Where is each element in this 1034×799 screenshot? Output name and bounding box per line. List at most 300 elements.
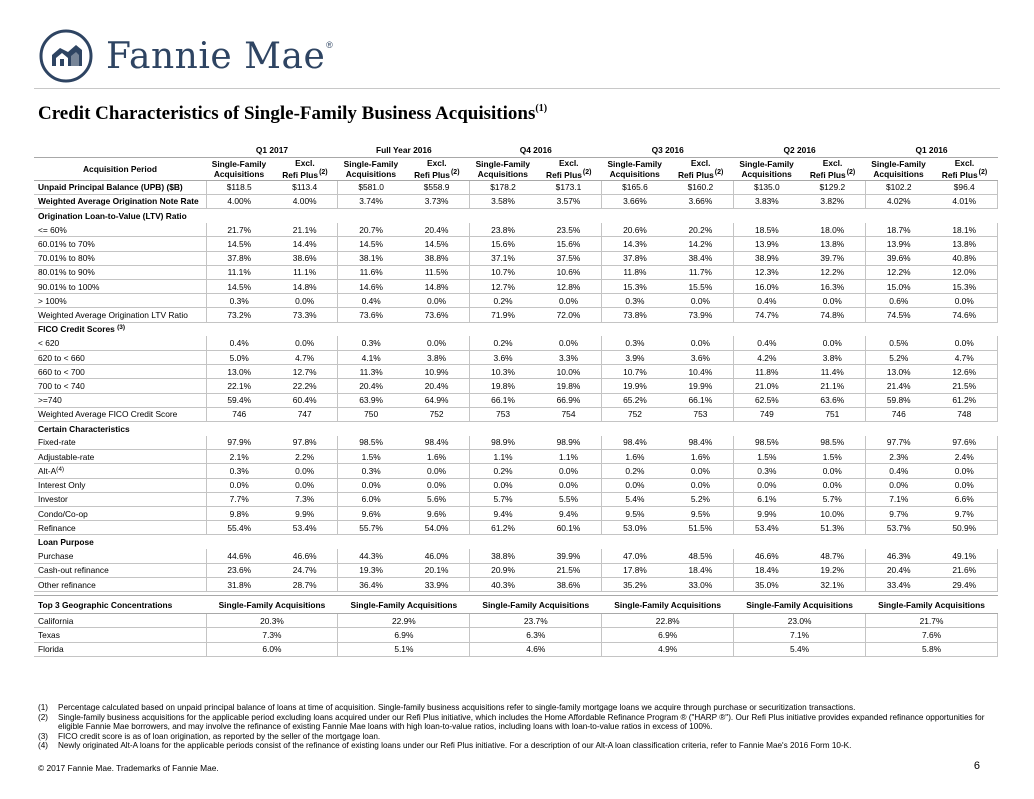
- table-row: [34, 336, 998, 350]
- col-b-line1: Excl.: [690, 157, 711, 168]
- value-cell: 19.8%: [470, 379, 536, 393]
- row-label: [34, 521, 206, 535]
- value-cell: 38.6%: [536, 577, 602, 591]
- value-cell: 54.0%: [404, 521, 470, 535]
- value-cell: 63.6%: [800, 393, 866, 407]
- value-cell: 72.0%: [536, 308, 602, 322]
- value-cell: 0.0%: [931, 478, 997, 492]
- value-cell: 9.7%: [866, 507, 932, 521]
- value-cell: 746: [206, 407, 272, 421]
- value-cell: 754: [536, 407, 602, 421]
- single-family-acquisitions-header: [206, 157, 272, 180]
- value-cell: 4.1%: [338, 350, 404, 364]
- row-label-text: 700 to < 740: [38, 380, 85, 391]
- row-label-text: <= 60%: [38, 224, 67, 235]
- value-cell: 3.82%: [800, 194, 866, 208]
- row-label: [34, 407, 206, 421]
- value-cell: 12.8%: [536, 280, 602, 294]
- value-cell: 66.1%: [668, 393, 734, 407]
- value-cell: 14.8%: [404, 280, 470, 294]
- value-cell: 19.8%: [536, 379, 602, 393]
- footnote: [38, 703, 998, 713]
- value-cell: 16.0%: [734, 280, 800, 294]
- row-label: [34, 549, 206, 563]
- col-b-line2: Refi Plus: [941, 169, 978, 180]
- value-cell: 2.2%: [272, 450, 338, 464]
- value-cell: 24.7%: [272, 563, 338, 577]
- geo-value-cell: 5.8%: [866, 642, 998, 656]
- geo-column-header: Single-Family Acquisitions: [866, 596, 998, 614]
- value-cell: 62.5%: [734, 393, 800, 407]
- value-cell: 19.9%: [602, 379, 668, 393]
- value-cell: $113.4: [272, 180, 338, 194]
- value-cell: $129.2: [800, 180, 866, 194]
- value-cell: 44.6%: [206, 549, 272, 563]
- value-cell: 0.0%: [272, 464, 338, 478]
- value-cell: 11.1%: [272, 265, 338, 279]
- value-cell: $165.6: [602, 180, 668, 194]
- value-cell: 13.9%: [866, 237, 932, 251]
- value-cell: 1.6%: [602, 450, 668, 464]
- table-row: [34, 280, 998, 294]
- geo-value-cell: 6.3%: [470, 628, 602, 642]
- value-cell: 98.5%: [734, 436, 800, 450]
- value-cell: 59.8%: [866, 393, 932, 407]
- value-cell: 5.2%: [668, 492, 734, 506]
- value-cell: 9.5%: [602, 507, 668, 521]
- value-cell: 14.5%: [338, 237, 404, 251]
- value-cell: 4.00%: [206, 194, 272, 208]
- row-label-text: < 620: [38, 338, 60, 349]
- value-cell: 0.3%: [338, 464, 404, 478]
- value-cell: 18.0%: [800, 223, 866, 237]
- row-label: [34, 280, 206, 294]
- geo-value-cell: 6.9%: [338, 628, 470, 642]
- section-header-row: [34, 535, 998, 549]
- section-title: [34, 209, 998, 223]
- row-label-text: >=740: [38, 395, 62, 406]
- value-cell: 98.4%: [404, 436, 470, 450]
- col-a-label: Single-Family Acquisitions: [871, 158, 926, 179]
- value-cell: 11.4%: [800, 365, 866, 379]
- value-cell: 5.6%: [404, 492, 470, 506]
- table-row: [34, 478, 998, 492]
- col-a-label: Single-Family Acquisitions: [211, 158, 267, 179]
- value-cell: 21.5%: [931, 379, 997, 393]
- section-title-text: Loan Purpose: [38, 537, 94, 548]
- footnote-text: Percentage calculated based on unpaid principal balance of loans at time of acquisition. Single-family business acquisitions refer to single-family mortgage loans we acquire through purchase or securitization transactions.: [58, 703, 856, 712]
- value-cell: 5.4%: [602, 492, 668, 506]
- value-cell: 31.8%: [206, 577, 272, 591]
- brand-name: Fannie Mae ®: [106, 35, 334, 77]
- value-cell: 20.9%: [470, 563, 536, 577]
- col-b-sup: (2): [319, 168, 328, 176]
- value-cell: 74.7%: [734, 308, 800, 322]
- value-cell: 3.66%: [602, 194, 668, 208]
- period-header: Q1 2016: [866, 143, 998, 157]
- value-cell: 14.6%: [338, 280, 404, 294]
- value-cell: 20.1%: [404, 563, 470, 577]
- section-title: [34, 535, 998, 549]
- value-cell: 32.1%: [800, 577, 866, 591]
- value-cell: 7.3%: [272, 492, 338, 506]
- section-title-text: FICO Credit Scores: [38, 324, 115, 335]
- value-cell: 15.3%: [602, 280, 668, 294]
- value-cell: 49.1%: [931, 549, 997, 563]
- row-label: [34, 194, 206, 208]
- header-divider: [34, 88, 1000, 89]
- value-cell: 14.5%: [404, 237, 470, 251]
- value-cell: 750: [338, 407, 404, 421]
- acquisition-period-label: Acquisition Period: [34, 157, 206, 180]
- value-cell: 15.3%: [931, 280, 997, 294]
- value-cell: 0.0%: [536, 478, 602, 492]
- row-label-text: Cash-out refinance: [38, 565, 109, 576]
- value-cell: 12.2%: [866, 265, 932, 279]
- value-cell: 73.8%: [602, 308, 668, 322]
- value-cell: 21.0%: [734, 379, 800, 393]
- value-cell: 4.7%: [931, 350, 997, 364]
- value-cell: 15.6%: [470, 237, 536, 251]
- value-cell: 74.5%: [866, 308, 932, 322]
- value-cell: 10.0%: [800, 507, 866, 521]
- value-cell: 0.0%: [931, 294, 997, 308]
- value-cell: 10.7%: [602, 365, 668, 379]
- value-cell: 6.6%: [931, 492, 997, 506]
- value-cell: 11.6%: [338, 265, 404, 279]
- value-cell: 14.4%: [272, 237, 338, 251]
- value-cell: 4.01%: [931, 194, 997, 208]
- col-a-label: Single-Family Acquisitions: [739, 158, 794, 179]
- value-cell: 21.6%: [931, 563, 997, 577]
- value-cell: $178.2: [470, 180, 536, 194]
- value-cell: 1.6%: [404, 450, 470, 464]
- value-cell: 0.0%: [272, 336, 338, 350]
- table-row: [34, 194, 998, 208]
- value-cell: 4.7%: [272, 350, 338, 364]
- value-cell: 5.0%: [206, 350, 272, 364]
- value-cell: 46.6%: [272, 549, 338, 563]
- value-cell: 3.74%: [338, 194, 404, 208]
- value-cell: 5.7%: [470, 492, 536, 506]
- value-cell: 65.2%: [602, 393, 668, 407]
- row-label-text: Interest Only: [38, 480, 86, 491]
- value-cell: 4.00%: [272, 194, 338, 208]
- value-cell: 9.4%: [470, 507, 536, 521]
- value-cell: 98.5%: [338, 436, 404, 450]
- value-cell: 1.5%: [338, 450, 404, 464]
- table-row: [34, 450, 998, 464]
- value-cell: 51.3%: [800, 521, 866, 535]
- row-label-text: Weighted Average FICO Credit Score: [38, 409, 178, 420]
- geo-value-cell: 7.3%: [206, 628, 338, 642]
- value-cell: 23.8%: [470, 223, 536, 237]
- value-cell: 0.3%: [338, 336, 404, 350]
- value-cell: 19.9%: [668, 379, 734, 393]
- value-cell: 20.4%: [404, 223, 470, 237]
- value-cell: 98.4%: [602, 436, 668, 450]
- row-label-text: Weighted Average Origination LTV Ratio: [38, 309, 188, 320]
- table-row: [34, 251, 998, 265]
- value-cell: 97.6%: [931, 436, 997, 450]
- value-cell: 21.1%: [800, 379, 866, 393]
- value-cell: 66.9%: [536, 393, 602, 407]
- footnote-number: (1): [38, 703, 49, 712]
- value-cell: 61.2%: [470, 521, 536, 535]
- value-cell: 2.3%: [866, 450, 932, 464]
- row-label-text: Fixed-rate: [38, 437, 76, 448]
- row-label: [34, 350, 206, 364]
- value-cell: 46.0%: [404, 549, 470, 563]
- table-row: [34, 464, 998, 478]
- value-cell: 13.0%: [866, 365, 932, 379]
- col-b-sup: (2): [714, 168, 724, 176]
- table-row: [34, 180, 998, 194]
- value-cell: 73.3%: [272, 308, 338, 322]
- value-cell: 0.3%: [206, 464, 272, 478]
- single-family-acquisitions-header: [338, 157, 404, 180]
- value-cell: 0.0%: [668, 478, 734, 492]
- table-row: [34, 549, 998, 563]
- value-cell: 21.7%: [206, 223, 272, 237]
- value-cell: 98.9%: [536, 436, 602, 450]
- footnote-number: (4): [38, 741, 49, 751]
- value-cell: 10.0%: [536, 365, 602, 379]
- row-label-text: 620 to < 660: [38, 352, 85, 363]
- value-cell: 59.4%: [206, 393, 272, 407]
- value-cell: 12.3%: [734, 265, 800, 279]
- table-row: [34, 265, 998, 279]
- value-cell: 64.9%: [404, 393, 470, 407]
- value-cell: 0.0%: [470, 478, 536, 492]
- row-label-text: > 100%: [38, 295, 67, 306]
- value-cell: 13.9%: [734, 237, 800, 251]
- value-cell: 0.0%: [404, 464, 470, 478]
- section-title-sup: (3): [117, 324, 126, 332]
- value-cell: 21.5%: [536, 563, 602, 577]
- table-row: [34, 521, 998, 535]
- value-cell: 61.2%: [931, 393, 997, 407]
- row-label-text: 90.01% to 100%: [38, 281, 100, 292]
- value-cell: 0.0%: [800, 478, 866, 492]
- value-cell: 12.7%: [272, 365, 338, 379]
- row-label-text: 70.01% to 80%: [38, 253, 95, 264]
- value-cell: 6.1%: [734, 492, 800, 506]
- credit-characteristics-table: [34, 143, 998, 657]
- value-cell: 752: [602, 407, 668, 421]
- row-label: [34, 507, 206, 521]
- value-cell: 66.1%: [470, 393, 536, 407]
- value-cell: 55.4%: [206, 521, 272, 535]
- value-cell: 1.5%: [734, 450, 800, 464]
- value-cell: 36.4%: [338, 577, 404, 591]
- col-b-sup: (2): [978, 168, 988, 176]
- value-cell: $581.0: [338, 180, 404, 194]
- value-cell: 9.6%: [404, 507, 470, 521]
- row-label-text: Purchase: [38, 550, 74, 561]
- period-header: Q3 2016: [602, 143, 734, 157]
- geo-row: [34, 614, 998, 628]
- col-b-line2: Refi Plus: [677, 169, 714, 180]
- value-cell: 10.9%: [404, 365, 470, 379]
- value-cell: 11.8%: [734, 365, 800, 379]
- row-label: [34, 180, 206, 194]
- value-cell: 0.2%: [470, 464, 536, 478]
- geo-value-cell: 7.6%: [866, 628, 998, 642]
- value-cell: 9.7%: [931, 507, 997, 521]
- value-cell: 46.6%: [734, 549, 800, 563]
- value-cell: 33.0%: [668, 577, 734, 591]
- value-cell: 9.6%: [338, 507, 404, 521]
- value-cell: 18.5%: [734, 223, 800, 237]
- value-cell: 0.0%: [536, 294, 602, 308]
- value-cell: 0.0%: [536, 336, 602, 350]
- value-cell: 0.0%: [272, 478, 338, 492]
- value-cell: 0.4%: [206, 336, 272, 350]
- value-cell: 7.7%: [206, 492, 272, 506]
- row-label-text: 60.01% to 70%: [38, 239, 95, 250]
- value-cell: 33.4%: [866, 577, 932, 591]
- page-number: 6: [973, 760, 980, 772]
- value-cell: 20.7%: [338, 223, 404, 237]
- value-cell: 33.9%: [404, 577, 470, 591]
- value-cell: 3.58%: [470, 194, 536, 208]
- value-cell: 3.6%: [470, 350, 536, 364]
- single-family-acquisitions-header: [866, 157, 932, 180]
- footnote-text: FICO credit score is as of loan origination, as reported by the seller of the mortgage loan.: [58, 731, 381, 741]
- value-cell: 0.4%: [734, 294, 800, 308]
- col-a-label: Single-Family Acquisitions: [475, 158, 531, 179]
- value-cell: 14.5%: [206, 237, 272, 251]
- row-label: [34, 308, 206, 322]
- value-cell: 38.6%: [272, 251, 338, 265]
- value-cell: 35.0%: [734, 577, 800, 591]
- row-label: [34, 464, 206, 478]
- geo-column-header: Single-Family Acquisitions: [338, 596, 470, 614]
- value-cell: 9.8%: [206, 507, 272, 521]
- value-cell: 20.4%: [866, 563, 932, 577]
- geo-value-cell: 5.4%: [734, 642, 866, 656]
- value-cell: 5.5%: [536, 492, 602, 506]
- table-row: [34, 308, 998, 322]
- row-label: [34, 294, 206, 308]
- copyright: © 2017 Fannie Mae. Trademarks of Fannie Mae.: [38, 763, 219, 773]
- value-cell: 38.4%: [668, 251, 734, 265]
- value-cell: 0.2%: [470, 294, 536, 308]
- value-cell: 38.8%: [404, 251, 470, 265]
- value-cell: 13.8%: [800, 237, 866, 251]
- value-cell: 37.8%: [206, 251, 272, 265]
- col-b-line2: Refi Plus: [282, 169, 319, 180]
- value-cell: 71.9%: [470, 308, 536, 322]
- value-cell: 13.8%: [931, 237, 997, 251]
- value-cell: 21.1%: [272, 223, 338, 237]
- geo-column-header: Single-Family Acquisitions: [734, 596, 866, 614]
- row-label-text: Unpaid Principal Balance (UPB) ($B): [38, 182, 183, 193]
- geo-value-cell: 21.7%: [866, 614, 998, 628]
- row-label: [34, 563, 206, 577]
- value-cell: 0.0%: [931, 464, 997, 478]
- value-cell: 73.9%: [668, 308, 734, 322]
- col-b-sup: (2): [450, 168, 460, 176]
- value-cell: 19.3%: [338, 563, 404, 577]
- value-cell: 10.6%: [536, 265, 602, 279]
- value-cell: 0.3%: [602, 336, 668, 350]
- value-cell: 0.4%: [866, 464, 932, 478]
- geo-column-header: Single-Family Acquisitions: [470, 596, 602, 614]
- value-cell: 37.8%: [602, 251, 668, 265]
- value-cell: 38.9%: [734, 251, 800, 265]
- value-cell: $558.9: [404, 180, 470, 194]
- row-label-text: 80.01% to 90%: [38, 267, 95, 278]
- value-cell: 0.4%: [734, 336, 800, 350]
- excl-refi-plus-header: [536, 157, 602, 180]
- value-cell: 22.1%: [206, 379, 272, 393]
- value-cell: 14.5%: [206, 280, 272, 294]
- value-cell: 9.5%: [668, 507, 734, 521]
- table-row: [34, 407, 998, 421]
- value-cell: 2.4%: [931, 450, 997, 464]
- row-label-text: Alt-A: [38, 466, 57, 477]
- value-cell: 0.0%: [272, 294, 338, 308]
- value-cell: 1.5%: [800, 450, 866, 464]
- row-label-text: Refinance: [38, 522, 76, 533]
- value-cell: 3.6%: [668, 350, 734, 364]
- value-cell: 39.7%: [800, 251, 866, 265]
- value-cell: 0.0%: [668, 336, 734, 350]
- value-cell: 37.5%: [536, 251, 602, 265]
- row-label: [34, 336, 206, 350]
- value-cell: 22.2%: [272, 379, 338, 393]
- single-family-acquisitions-header: [734, 157, 800, 180]
- value-cell: 751: [800, 407, 866, 421]
- value-cell: 98.9%: [470, 436, 536, 450]
- value-cell: 48.5%: [668, 549, 734, 563]
- row-label-text: Adjustable-rate: [38, 451, 95, 462]
- col-b-line1: Excl.: [558, 157, 579, 168]
- value-cell: 15.5%: [668, 280, 734, 294]
- value-cell: 18.4%: [668, 563, 734, 577]
- value-cell: 55.7%: [338, 521, 404, 535]
- value-cell: 44.3%: [338, 549, 404, 563]
- table-row: [34, 294, 998, 308]
- value-cell: 73.2%: [206, 308, 272, 322]
- value-cell: 20.4%: [404, 379, 470, 393]
- geo-row: [34, 642, 998, 656]
- table-row: [34, 237, 998, 251]
- value-cell: 21.4%: [866, 379, 932, 393]
- geo-value-cell: 5.1%: [338, 642, 470, 656]
- col-b-line1: Excl.: [295, 157, 315, 168]
- row-label-text: Weighted Average Origination Note Rate: [38, 196, 199, 207]
- section-title: [34, 322, 998, 336]
- value-cell: 4.2%: [734, 350, 800, 364]
- table-row: [34, 350, 998, 364]
- value-cell: 74.8%: [800, 308, 866, 322]
- value-cell: 23.5%: [536, 223, 602, 237]
- value-cell: 749: [734, 407, 800, 421]
- geo-column-header: Single-Family Acquisitions: [602, 596, 734, 614]
- value-cell: 0.0%: [404, 336, 470, 350]
- value-cell: 0.2%: [470, 336, 536, 350]
- row-label-text: Other refinance: [38, 579, 96, 590]
- value-cell: 23.6%: [206, 563, 272, 577]
- geo-state-label: Texas: [34, 628, 206, 642]
- value-cell: $118.5: [206, 180, 272, 194]
- section-header-row: [34, 209, 998, 223]
- value-cell: 748: [931, 407, 997, 421]
- value-cell: 9.9%: [272, 507, 338, 521]
